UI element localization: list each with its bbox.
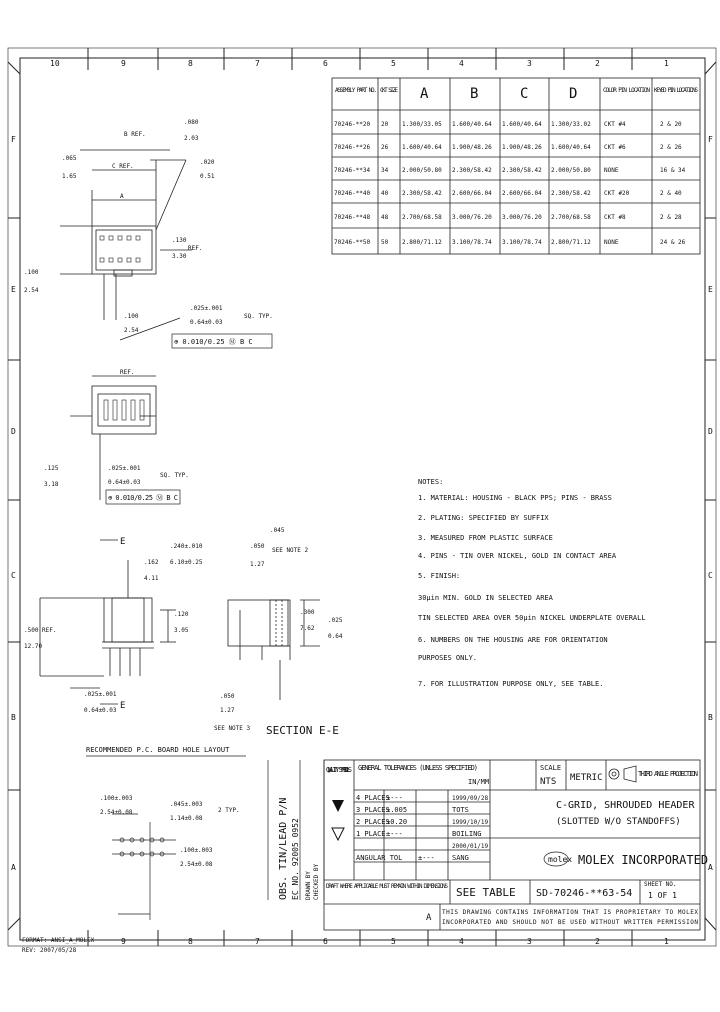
dim-text: .080 <box>184 119 199 126</box>
note: 1. MATERIAL: HOUSING - BLACK PPS; PINS - BRASS <box>418 494 612 502</box>
tb-date: 1999/09/28 <box>452 795 489 802</box>
table-cell: 1.900/48.26 <box>452 144 492 151</box>
row-label: A <box>11 863 16 872</box>
table-cell: 70246-**50 <box>334 239 371 246</box>
dim-text: 4.11 <box>144 575 159 582</box>
pcb-layout <box>86 746 246 920</box>
dim-text: .025±.001 <box>108 465 141 472</box>
col-label: 2 <box>595 59 600 68</box>
dim-text: .300 <box>300 609 315 616</box>
col-label: 7 <box>255 937 260 946</box>
table-cell: 1.600/40.64 <box>551 144 591 151</box>
proprietary-note: THIS DRAWING CONTAINS INFORMATION THAT IS PROPRIETARY TO MOLEX <box>442 909 698 916</box>
notes <box>418 478 646 688</box>
dim-text: 1.14±0.08 <box>170 815 203 822</box>
dim-text: .100±.003 <box>180 847 213 854</box>
dim-text: 2.54 <box>24 287 39 294</box>
table-cell: CKT #4 <box>604 121 626 128</box>
table-cell: 2.000/50.80 <box>402 167 442 174</box>
rev-text: CHECKED BY <box>313 863 320 900</box>
dim-text: .162 <box>144 559 159 566</box>
table-header: ASSEMBLY PART NO. <box>335 87 377 94</box>
dim-text: 12.70 <box>24 643 43 650</box>
notes-title: NOTES: <box>418 478 444 486</box>
dim-text: .100 <box>24 269 39 276</box>
col-label: 3 <box>527 59 532 68</box>
col-label: 10 <box>50 59 60 68</box>
col-label: 5 <box>391 59 396 68</box>
dim-text: .045±.003 <box>170 801 203 808</box>
dim-text: .120 <box>174 611 189 618</box>
title-block <box>324 760 708 930</box>
table-cell: 26 <box>381 144 389 151</box>
table-cell: 16 & 34 <box>660 167 686 174</box>
dim-text: 2.54±0.08 <box>100 809 133 816</box>
dim-text: SQ. TYP. <box>160 472 189 479</box>
pcb-title: RECOMMENDED P.C. BOARD HOLE LAYOUT <box>86 746 230 754</box>
table-cell: 3.000/76.20 <box>502 214 542 221</box>
dim-text: .050 <box>220 693 235 700</box>
table-cell: 2.300/58.42 <box>551 190 591 197</box>
dim-text: 0.64 <box>328 633 343 640</box>
tol-row: 4 PLACES <box>356 794 390 802</box>
section-marker: E <box>120 701 126 711</box>
table-cell: 2.600/66.04 <box>452 190 492 197</box>
tol-row: 3 PLACES <box>356 806 390 814</box>
table-header: KEYED PIN LOCATIONS <box>654 87 698 94</box>
tb-desc: C-GRID, SHROUDED HEADER <box>556 800 695 811</box>
table-cell: CKT #6 <box>604 144 626 151</box>
table-cell: 1.600/40.64 <box>502 121 542 128</box>
dim-text: 1.65 <box>62 173 77 180</box>
dim-text: 3.05 <box>174 627 189 634</box>
col-label: 8 <box>188 937 193 946</box>
dim-text: .240±.010 <box>170 543 203 550</box>
table-cell: 2.700/68.58 <box>402 214 442 221</box>
rev-text: DRAWN BY <box>305 871 312 900</box>
table-cell: 1.600/40.64 <box>452 121 492 128</box>
quality-icons <box>332 800 344 840</box>
tol-val: ±--- <box>386 830 403 838</box>
tb-text: THIRD ANGLE PROJECTION <box>638 770 698 778</box>
table-cell: 70246-**40 <box>334 190 371 197</box>
col-label: 1 <box>664 59 669 68</box>
table-cell: 70246-**34 <box>334 167 371 174</box>
table-cell: NONE <box>604 167 619 174</box>
table-cell: 1.300/33.05 <box>402 121 442 128</box>
tol-val: ±--- <box>386 794 403 802</box>
tb-text: NTS <box>540 777 557 787</box>
table-cell: 3.000/76.20 <box>452 214 492 221</box>
col-label: 6 <box>323 937 328 946</box>
table-cell: NONE <box>604 239 619 246</box>
table-cell: 2.300/58.42 <box>452 167 492 174</box>
col-label: 3 <box>527 937 532 946</box>
tol-row: 2 PLACES <box>356 818 390 826</box>
tol-row: 1 PLACE <box>356 830 386 838</box>
dim-text: REF. <box>188 245 203 252</box>
side-view-dims <box>24 537 251 732</box>
top-view-dims <box>24 119 273 334</box>
dim-text: REF. <box>120 369 135 376</box>
dim-text: 1.27 <box>220 707 235 714</box>
footer-text: REV: 2007/05/28 <box>22 947 77 954</box>
top-view-drawing <box>60 150 192 340</box>
tb-text: GENERAL TOLERANCES (UNLESS SPECIFIED) <box>358 764 478 772</box>
note: 5. FINISH: <box>418 572 461 580</box>
table-header: D <box>569 86 578 102</box>
part-table <box>332 78 700 254</box>
table-cell: 2.800/71.12 <box>551 239 591 246</box>
tb-text: METRIC <box>570 773 603 783</box>
footer-text: FORMAT: ANSI_A_MOLEX <box>22 937 95 944</box>
tolerance-text: ⊕ 0.010/0.25 Ⓜ B C <box>174 338 253 346</box>
company-logo: molex <box>548 855 573 864</box>
tb-desc: (SLOTTED W/O STANDOFFS) <box>556 817 681 827</box>
table-cell: 3.100/78.74 <box>502 239 542 246</box>
dim-text: A <box>120 193 124 200</box>
col-label: 4 <box>459 937 464 946</box>
dim-text: SQ. TYP. <box>244 313 273 320</box>
company-name: MOLEX INCORPORATED <box>578 853 709 867</box>
table-cell: 2.600/66.04 <box>502 190 542 197</box>
projection-icon <box>609 766 636 782</box>
table-cell: 2 & 26 <box>660 144 682 151</box>
section-dims <box>220 527 343 737</box>
dim-text: .500 REF. <box>24 627 57 634</box>
dim-text: C REF. <box>112 163 134 170</box>
tb-text: BOILING <box>452 830 482 838</box>
table-cell: 70246-**48 <box>334 214 371 221</box>
dim-text: .100±.003 <box>100 795 133 802</box>
dim-text: 2 TYP. <box>218 807 240 814</box>
rev-text: EC NO. 92005 0952 <box>291 818 300 900</box>
dim-text: 7.62 <box>300 625 315 632</box>
note: 2. PLATING: SPECIFIED BY SUFFIX <box>418 514 549 522</box>
dim-text: .130 <box>172 237 187 244</box>
tb-text: IN/MM <box>468 778 490 786</box>
table-cell: 40 <box>381 190 389 197</box>
dim-text: .125 <box>44 465 59 472</box>
table-cell: 1.900/48.26 <box>502 144 542 151</box>
dim-text: 0.64±0.03 <box>108 479 141 486</box>
bottom-view-dims <box>44 369 189 488</box>
dim-text: 0.51 <box>200 173 215 180</box>
dim-text: .050 <box>250 543 265 550</box>
dim-text: .100 <box>124 313 139 320</box>
dim-text: B REF. <box>124 131 146 138</box>
table-cell: 2 & 20 <box>660 121 682 128</box>
col-label: 5 <box>391 937 396 946</box>
dim-text: 2.03 <box>184 135 199 142</box>
table-cell: 2.300/58.42 <box>402 190 442 197</box>
dim-text: 0.64±0.03 <box>84 707 117 714</box>
row-label: C <box>11 571 16 580</box>
tb-text: DRAFT WHERE APPLICABLE MUST REMAIN WITHIN DIMENSIONS <box>326 883 449 890</box>
dim-text: .025±.001 <box>84 691 117 698</box>
table-cell: 1.300/33.02 <box>551 121 591 128</box>
tb-text: TOTS <box>452 806 469 814</box>
row-label: D <box>708 427 713 436</box>
tb-date: 1999/10/19 <box>452 819 489 826</box>
table-cell: 1.600/40.64 <box>402 144 442 151</box>
tb-text: SHEET NO. <box>644 881 677 888</box>
table-cell: 2 & 40 <box>660 190 682 197</box>
doc-number: SD-70246-**63-54 <box>536 888 633 899</box>
tb-text: SEE TABLE <box>456 886 516 899</box>
section-title: SECTION E-E <box>266 724 339 737</box>
table-cell: 3.100/78.74 <box>452 239 492 246</box>
row-label: B <box>11 713 16 722</box>
dim-text: .025±.001 <box>190 305 223 312</box>
table-cell: 2 & 28 <box>660 214 682 221</box>
row-label: A <box>708 863 713 872</box>
tolerance-frame-2 <box>106 490 180 504</box>
rev-text: OBS. TIN/LEAD P/N <box>278 797 289 900</box>
row-label: C <box>708 571 713 580</box>
table-cell: CKT #20 <box>604 190 630 197</box>
tol-val: ±.005 <box>386 806 408 814</box>
sheet-number: 1 OF 1 <box>648 891 677 900</box>
table-cell: 48 <box>381 214 389 221</box>
note: 6. NUMBERS ON THE HOUSING ARE FOR ORIENTATION <box>418 636 608 644</box>
dim-text: 0.64±0.03 <box>190 319 223 326</box>
revision-block <box>268 760 324 900</box>
row-label: F <box>708 135 713 144</box>
col-label: 1 <box>664 937 669 946</box>
note: TIN SELECTED AREA OVER 50µin NICKEL UNDERPLATE OVERALL <box>418 614 646 622</box>
tb-date: 2000/01/19 <box>452 843 489 850</box>
note: 30µin MIN. GOLD IN SELECTED AREA <box>418 594 553 602</box>
col-label: 2 <box>595 937 600 946</box>
proprietary-note: INCORPORATED AND SHOULD NOT BE USED WITHOUT WRITTEN PERMISSION <box>442 919 698 926</box>
tb-text: QUALITY SYMBOLS <box>326 766 352 774</box>
dim-text: .045 <box>270 527 285 534</box>
tolerance-text: ⊕ 0.010/0.25 Ⓜ B C <box>108 494 178 502</box>
tolerance-frame-1 <box>172 334 272 348</box>
table-cell: 24 & 26 <box>660 239 686 246</box>
col-label: 6 <box>323 59 328 68</box>
dim-text: 2.54±0.08 <box>180 861 213 868</box>
col-label: 9 <box>121 937 126 946</box>
row-label: E <box>11 285 16 294</box>
dim-text: .065 <box>62 155 77 162</box>
table-header: A <box>420 86 429 102</box>
note: 3. MEASURED FROM PLASTIC SURFACE <box>418 534 553 542</box>
row-label: B <box>708 713 713 722</box>
dim-text: 3.30 <box>172 253 187 260</box>
dim-text: .020 <box>200 159 215 166</box>
col-label: 7 <box>255 59 260 68</box>
row-label: F <box>11 135 16 144</box>
tol-row: ANGULAR TOL <box>356 854 403 862</box>
table-cell: 70246-**26 <box>334 144 371 151</box>
row-label: D <box>11 427 16 436</box>
dim-text: SEE NOTE 2 <box>272 547 309 554</box>
dim-text: 2.54 <box>124 327 139 334</box>
tol-val: ±0.20 <box>386 818 408 826</box>
table-cell: 2.000/50.80 <box>551 167 591 174</box>
tol-val: ±--- <box>418 854 435 862</box>
footer <box>22 937 95 954</box>
table-header: COLOR PIN LOCATION <box>603 87 650 94</box>
table-header: CKT SIZE <box>380 87 398 94</box>
tb-text: SCALE <box>540 764 562 772</box>
table-cell: 34 <box>381 167 389 174</box>
table-cell: 2.300/58.42 <box>502 167 542 174</box>
table-cell: 70246-**20 <box>334 121 371 128</box>
rev-letter: A <box>426 913 432 923</box>
note: PURPOSES ONLY. <box>418 654 478 662</box>
table-cell: 20 <box>381 121 389 128</box>
col-label: 8 <box>188 59 193 68</box>
table-cell: CKT #8 <box>604 214 626 221</box>
table-header: C <box>520 86 529 102</box>
dim-text: 1.27 <box>250 561 265 568</box>
table-cell: 2.700/68.58 <box>551 214 591 221</box>
note: 7. FOR ILLUSTRATION PURPOSE ONLY, SEE TABLE. <box>418 680 604 688</box>
dim-text: SEE NOTE 3 <box>214 725 251 732</box>
column-labels-bottom <box>121 937 669 946</box>
dim-text: 3.18 <box>44 481 59 488</box>
dim-text: 6.10±0.25 <box>170 559 203 566</box>
col-label: 9 <box>121 59 126 68</box>
table-cell: 2.800/71.12 <box>402 239 442 246</box>
tb-text: SANG <box>452 854 469 862</box>
section-marker: E <box>120 537 126 547</box>
note: 4. PINS - TIN OVER NICKEL, GOLD IN CONTACT AREA <box>418 552 617 560</box>
dim-text: .025 <box>328 617 343 624</box>
row-label: E <box>708 285 713 294</box>
table-cell: 50 <box>381 239 389 246</box>
table-header: B <box>470 86 479 102</box>
col-label: 4 <box>459 59 464 68</box>
